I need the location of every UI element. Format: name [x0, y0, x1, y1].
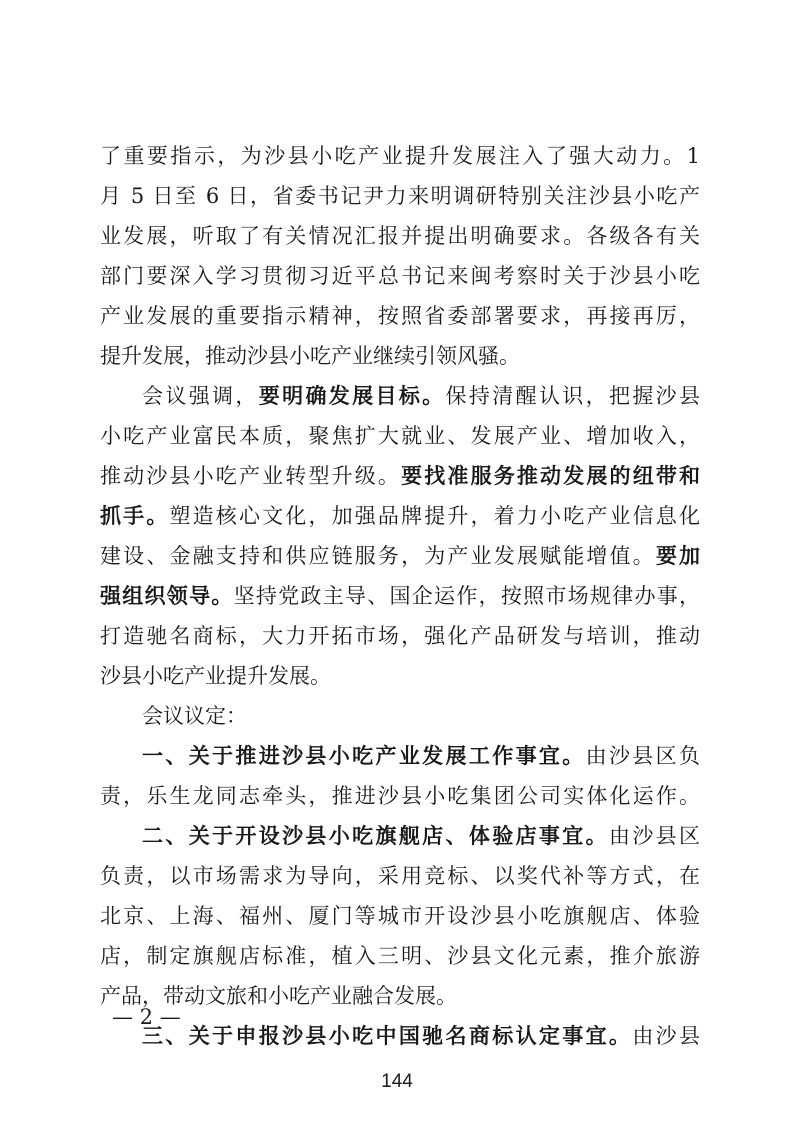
- paragraph-line: [100, 816, 700, 856]
- text-line: 月 5 日至 6 日，省委书记尹力来明调研特别关注沙县小吃产: [100, 184, 700, 208]
- text-line: 店，制定旗舰店标准，植入三明、沙县文化元素，推介旅游: [100, 944, 700, 968]
- text-line: 产业发展的重要指示精神，按照省委部署要求，再接再厉，: [100, 304, 700, 328]
- text-line: 沙县小吃产业提升发展。: [100, 664, 331, 688]
- plain-text: 由沙县区: [608, 824, 701, 848]
- bold-heading: 要找准服务推动发展的纽带和: [401, 463, 701, 488]
- plain-text: 推动沙县小吃产业转型升级。: [100, 464, 402, 488]
- plain-text: 由沙县区负: [585, 744, 701, 768]
- bold-heading: 强组织领导。: [100, 583, 234, 608]
- paragraph-line: [100, 496, 700, 536]
- plain-text: 会议强调，: [142, 384, 259, 408]
- paragraph-line: [100, 1016, 700, 1056]
- text-line: 小吃产业富民本质，聚焦扩大就业、发展产业、增加收入，: [100, 424, 700, 448]
- page-number-stamp: 144: [381, 1071, 413, 1092]
- plain-text: 保持清醒认识，把握沙县: [445, 384, 701, 408]
- text-line: 了重要指示，为沙县小吃产业提升发展注入了强大动力。1: [100, 144, 700, 168]
- paragraph-line: [100, 576, 700, 616]
- text-line: 北京、上海、福州、厦门等城市开设沙县小吃旗舰店、体验: [100, 904, 700, 928]
- page-footer-number: — 2 —: [112, 1005, 181, 1029]
- paragraph-line: [100, 376, 700, 416]
- plain-text: 塑造核心文化，加强品牌提升，着力小吃产业信息化: [169, 504, 701, 528]
- plain-text: 坚持党政主导、国企运作，按照市场规律办事，: [233, 584, 701, 608]
- bold-heading: 抓手。: [100, 503, 170, 528]
- text-line: 责，乐生龙同志牵头，推进沙县小吃集团公司实体化运作。: [100, 784, 700, 808]
- plain-text: 由沙县: [632, 1024, 701, 1048]
- bold-heading: 要明确发展目标。: [258, 383, 446, 408]
- text-line: 提升发展，推动沙县小吃产业继续引领风骚。: [100, 344, 520, 368]
- paragraph-line: [100, 456, 700, 496]
- bold-heading: 要加: [655, 543, 701, 568]
- document-body: [100, 136, 700, 1056]
- text-line: 打造驰名商标，大力开拓市场，强化产品研发与培训，推动: [100, 624, 700, 648]
- text-line: 会议议定：: [142, 704, 247, 728]
- text-line: 产品，带动文旅和小吃产业融合发展。: [100, 984, 457, 1008]
- plain-text: 建设、金融支持和供应链服务，为产业发展赋能增值。: [100, 544, 656, 568]
- text-line: 业发展，听取了有关情况汇报并提出明确要求。各级各有关: [100, 224, 700, 248]
- item-heading: 二、关于开设沙县小吃旗舰店、体验店事宜。: [142, 823, 609, 848]
- text-line: 部门要深入学习贯彻习近平总书记来闽考察时关于沙县小吃: [100, 264, 700, 288]
- paragraph-line: [100, 536, 700, 576]
- item-heading: 三、关于申报沙县小吃中国驰名商标认定事宜。: [142, 1023, 633, 1048]
- text-line: 负责，以市场需求为导向，采用竞标、以奖代补等方式，在: [100, 864, 700, 888]
- item-heading: 一、关于推进沙县小吃产业发展工作事宜。: [142, 743, 586, 768]
- paragraph-line: [100, 736, 700, 776]
